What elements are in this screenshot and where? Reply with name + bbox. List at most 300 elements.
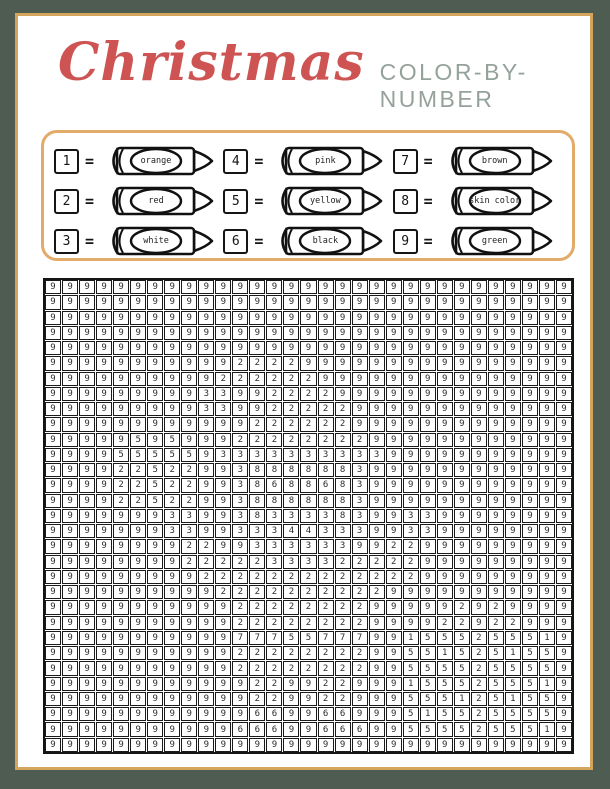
- grid-cell: 9: [505, 494, 521, 508]
- grid-cell: 5: [505, 631, 521, 645]
- grid-cell: 9: [62, 417, 78, 431]
- legend-entry: [393, 181, 562, 221]
- grid-cell: 2: [369, 570, 385, 584]
- grid-cell: 9: [249, 280, 265, 294]
- grid-cell: 9: [130, 387, 146, 401]
- grid-cell: 9: [539, 524, 555, 538]
- grid-cell: 9: [522, 478, 538, 492]
- grid-cell: 9: [369, 463, 385, 477]
- grid-cell: 9: [437, 433, 453, 447]
- grid-cell: 2: [318, 570, 334, 584]
- grid-cell: 3: [181, 509, 197, 523]
- grid-cell: 9: [266, 326, 282, 340]
- grid-cell: 9: [164, 738, 180, 752]
- grid-cell: 9: [386, 356, 402, 370]
- grid-cell: 5: [420, 722, 436, 736]
- equals-sign: =: [254, 232, 264, 250]
- grid-cell: 9: [283, 738, 299, 752]
- grid-cell: 3: [266, 539, 282, 553]
- grid-cell: 9: [471, 616, 487, 630]
- grid-cell: 2: [471, 692, 487, 706]
- grid-cell: 9: [147, 555, 163, 569]
- grid-cell: 9: [471, 539, 487, 553]
- grid-cell: 5: [539, 707, 555, 721]
- grid-cell: 8: [266, 494, 282, 508]
- grid-cell: 9: [386, 280, 402, 294]
- grid-cell: 2: [386, 539, 402, 553]
- grid-cell: 9: [369, 509, 385, 523]
- grid-cell: 2: [283, 417, 299, 431]
- grid-cell: 2: [113, 494, 129, 508]
- grid-cell: 9: [522, 738, 538, 752]
- grid-cell: 9: [556, 494, 572, 508]
- grid-cell: 9: [539, 341, 555, 355]
- grid-cell: 3: [318, 448, 334, 462]
- grid-cell: 1: [437, 646, 453, 660]
- grid-cell: 6: [352, 722, 368, 736]
- grid-cell: 2: [300, 402, 316, 416]
- page-frame: [15, 13, 593, 770]
- grid-cell: 9: [471, 387, 487, 401]
- grid-cell: 2: [300, 600, 316, 614]
- grid-cell: 9: [556, 539, 572, 553]
- grid-cell: 2: [215, 585, 231, 599]
- grid-cell: 9: [147, 570, 163, 584]
- grid-cell: 9: [386, 646, 402, 660]
- grid-cell: 8: [283, 478, 299, 492]
- grid-cell: 9: [522, 616, 538, 630]
- grid-cell: 9: [369, 539, 385, 553]
- grid-cell: 9: [198, 326, 214, 340]
- grid-cell: 9: [556, 692, 572, 706]
- grid-cell: 9: [215, 417, 231, 431]
- grid-cell: 9: [232, 677, 248, 691]
- grid-cell: 9: [113, 387, 129, 401]
- grid-cell: 9: [198, 417, 214, 431]
- grid-cell: 9: [488, 280, 504, 294]
- grid-cell: 2: [454, 616, 470, 630]
- grid-cell: 8: [249, 494, 265, 508]
- grid-cell: 5: [283, 631, 299, 645]
- grid-cell: 2: [232, 372, 248, 386]
- grid-cell: 9: [454, 555, 470, 569]
- grid-cell: 2: [335, 433, 351, 447]
- grid-cell: 9: [147, 600, 163, 614]
- grid-cell: 9: [318, 341, 334, 355]
- grid-cell: 9: [283, 326, 299, 340]
- grid-cell: 9: [403, 448, 419, 462]
- grid-cell: 5: [454, 677, 470, 691]
- grid-cell: 9: [403, 616, 419, 630]
- grid-cell: 6: [266, 722, 282, 736]
- grid-cell: 3: [283, 448, 299, 462]
- grid-cell: 9: [539, 417, 555, 431]
- grid-cell: 9: [266, 280, 282, 294]
- grid-cell: 2: [437, 616, 453, 630]
- grid-cell: 9: [403, 387, 419, 401]
- grid-cell: 9: [505, 311, 521, 325]
- grid-cell: 9: [79, 509, 95, 523]
- grid-cell: 9: [471, 311, 487, 325]
- grid-cell: 9: [539, 280, 555, 294]
- grid-cell: 9: [522, 356, 538, 370]
- grid-cell: 9: [488, 326, 504, 340]
- grid-cell: 2: [266, 356, 282, 370]
- grid-cell: 9: [454, 585, 470, 599]
- grid-cell: 9: [471, 585, 487, 599]
- grid-cell: 9: [62, 570, 78, 584]
- grid-cell: 9: [215, 433, 231, 447]
- color-legend: [41, 130, 575, 261]
- grid-cell: 9: [539, 311, 555, 325]
- grid-cell: 9: [45, 539, 61, 553]
- grid-cell: 9: [352, 280, 368, 294]
- grid-cell: 9: [45, 600, 61, 614]
- grid-cell: 2: [318, 692, 334, 706]
- grid-cell: 9: [96, 738, 112, 752]
- grid-cell: 9: [505, 326, 521, 340]
- grid-cell: 9: [403, 585, 419, 599]
- crayon-color-label: skin color: [469, 195, 521, 206]
- grid-cell: 9: [437, 539, 453, 553]
- grid-cell: 4: [283, 524, 299, 538]
- grid-cell: 9: [352, 707, 368, 721]
- grid-cell: 9: [300, 677, 316, 691]
- grid-cell: 9: [522, 570, 538, 584]
- grid-cell: 5: [539, 646, 555, 660]
- grid-cell: 9: [369, 707, 385, 721]
- grid-cell: 9: [556, 463, 572, 477]
- grid-cell: 2: [403, 555, 419, 569]
- grid-cell: 2: [283, 387, 299, 401]
- grid-cell: 9: [488, 295, 504, 309]
- grid-cell: 8: [249, 509, 265, 523]
- grid-cell: 9: [113, 433, 129, 447]
- grid-cell: 5: [403, 707, 419, 721]
- grid-cell: 8: [300, 463, 316, 477]
- grid-cell: 5: [505, 707, 521, 721]
- grid-cell: 9: [352, 417, 368, 431]
- legend-entry: [223, 181, 392, 221]
- grid-cell: 9: [130, 570, 146, 584]
- grid-cell: 9: [62, 616, 78, 630]
- grid-cell: 9: [198, 509, 214, 523]
- grid-cell: 9: [130, 677, 146, 691]
- grid-cell: 9: [164, 387, 180, 401]
- grid-cell: 9: [181, 417, 197, 431]
- grid-cell: 9: [62, 402, 78, 416]
- grid-cell: 9: [386, 295, 402, 309]
- grid-cell: 9: [488, 463, 504, 477]
- grid-cell: 9: [505, 448, 521, 462]
- grid-cell: 9: [130, 585, 146, 599]
- grid-cell: 9: [471, 600, 487, 614]
- grid-cell: 9: [232, 692, 248, 706]
- grid-cell: 2: [266, 433, 282, 447]
- grid-cell: 9: [79, 707, 95, 721]
- grid-cell: 1: [505, 692, 521, 706]
- grid-cell: 9: [420, 463, 436, 477]
- grid-cell: 9: [386, 463, 402, 477]
- grid-cell: 3: [198, 387, 214, 401]
- grid-cell: 9: [181, 585, 197, 599]
- grid-cell: 9: [437, 341, 453, 355]
- grid-cell: 2: [164, 478, 180, 492]
- grid-cell: 6: [318, 722, 334, 736]
- grid-cell: 5: [454, 707, 470, 721]
- grid-cell: 9: [454, 448, 470, 462]
- grid-cell: 9: [113, 539, 129, 553]
- grid-cell: 9: [300, 311, 316, 325]
- grid-cell: 9: [471, 433, 487, 447]
- grid-cell: 5: [522, 692, 538, 706]
- grid-cell: 3: [249, 448, 265, 462]
- grid-cell: 9: [522, 463, 538, 477]
- grid-cell: 9: [45, 463, 61, 477]
- grid-cell: 9: [454, 478, 470, 492]
- grid-cell: 9: [96, 600, 112, 614]
- grid-cell: 9: [181, 692, 197, 706]
- grid-cell: 9: [539, 539, 555, 553]
- grid-cell: 9: [113, 738, 129, 752]
- grid-cell: 2: [198, 555, 214, 569]
- grid-cell: 9: [215, 356, 231, 370]
- grid-cell: 2: [471, 631, 487, 645]
- grid-cell: 9: [45, 646, 61, 660]
- grid-cell: 9: [96, 707, 112, 721]
- grid-cell: 2: [113, 463, 129, 477]
- grid-cell: 9: [471, 524, 487, 538]
- grid-cell: 3: [300, 509, 316, 523]
- grid-cell: 9: [505, 372, 521, 386]
- grid-cell: 2: [283, 372, 299, 386]
- grid-cell: 2: [266, 417, 282, 431]
- grid-cell: 9: [45, 478, 61, 492]
- grid-cell: 2: [249, 372, 265, 386]
- grid-cell: 3: [300, 448, 316, 462]
- legend-number: 8: [393, 189, 418, 214]
- grid-cell: 9: [522, 524, 538, 538]
- grid-cell: 9: [488, 738, 504, 752]
- grid-cell: 9: [62, 311, 78, 325]
- grid-cell: 9: [215, 494, 231, 508]
- grid-cell: 9: [454, 326, 470, 340]
- grid-cell: 2: [232, 555, 248, 569]
- grid-cell: 6: [249, 722, 265, 736]
- legend-number: 4: [223, 149, 248, 174]
- grid-cell: 9: [45, 631, 61, 645]
- grid-cell: 2: [283, 402, 299, 416]
- grid-cell: 9: [437, 738, 453, 752]
- grid-cell: 5: [505, 722, 521, 736]
- grid-cell: 9: [505, 539, 521, 553]
- grid-cell: 8: [335, 509, 351, 523]
- grid-cell: 2: [335, 692, 351, 706]
- grid-cell: 2: [488, 600, 504, 614]
- grid-cell: 9: [147, 707, 163, 721]
- grid-cell: 9: [198, 494, 214, 508]
- grid-cell: 9: [505, 387, 521, 401]
- grid-cell: 9: [96, 555, 112, 569]
- grid-cell: 9: [147, 387, 163, 401]
- legend-entry: [223, 141, 392, 181]
- grid-cell: 9: [488, 402, 504, 416]
- grid-cell: 9: [522, 509, 538, 523]
- grid-cell: 9: [556, 478, 572, 492]
- grid-cell: 9: [45, 555, 61, 569]
- grid-cell: 9: [437, 555, 453, 569]
- grid-cell: 9: [403, 738, 419, 752]
- grid-cell: 9: [130, 509, 146, 523]
- grid-cell: 9: [539, 600, 555, 614]
- grid-cell: 9: [130, 372, 146, 386]
- grid-cell: 2: [369, 585, 385, 599]
- grid-cell: 9: [369, 280, 385, 294]
- grid-cell: 9: [505, 341, 521, 355]
- grid-cell: 9: [215, 341, 231, 355]
- grid-cell: 2: [386, 570, 402, 584]
- grid-cell: 9: [249, 326, 265, 340]
- grid-cell: 9: [522, 600, 538, 614]
- grid-cell: 9: [198, 311, 214, 325]
- grid-cell: 9: [369, 372, 385, 386]
- grid-cell: 9: [556, 616, 572, 630]
- grid-cell: 9: [283, 341, 299, 355]
- grid-cell: 9: [96, 372, 112, 386]
- grid-cell: 9: [505, 433, 521, 447]
- grid-cell: 9: [164, 631, 180, 645]
- grid-cell: 3: [249, 539, 265, 553]
- grid-cell: 9: [164, 356, 180, 370]
- legend-number: 3: [54, 229, 79, 254]
- crayon: [439, 221, 557, 261]
- grid-cell: 9: [79, 631, 95, 645]
- grid-cell: 3: [300, 539, 316, 553]
- grid-cell: 9: [96, 356, 112, 370]
- grid-cell: 9: [488, 311, 504, 325]
- grid-cell: 9: [215, 539, 231, 553]
- grid-cell: 1: [403, 677, 419, 691]
- grid-cell: 9: [386, 600, 402, 614]
- grid-cell: 2: [181, 478, 197, 492]
- grid-cell: 9: [539, 326, 555, 340]
- grid-cell: 9: [232, 295, 248, 309]
- grid-cell: 3: [215, 448, 231, 462]
- grid-cell: 9: [181, 402, 197, 416]
- grid-cell: 1: [539, 722, 555, 736]
- grid-cell: 9: [471, 417, 487, 431]
- grid-cell: 9: [283, 280, 299, 294]
- grid-cell: 5: [113, 448, 129, 462]
- grid-cell: 9: [147, 311, 163, 325]
- grid-cell: 2: [318, 616, 334, 630]
- grid-cell: 9: [249, 341, 265, 355]
- grid-cell: 9: [164, 646, 180, 660]
- grid-cell: 9: [471, 478, 487, 492]
- grid-cell: 2: [488, 616, 504, 630]
- grid-cell: 9: [96, 478, 112, 492]
- grid-cell: 9: [130, 417, 146, 431]
- grid-cell: 9: [266, 311, 282, 325]
- grid-cell: 2: [283, 570, 299, 584]
- grid-cell: 2: [283, 661, 299, 675]
- grid-cell: 9: [113, 555, 129, 569]
- grid-cell: 2: [335, 616, 351, 630]
- grid-cell: 9: [352, 738, 368, 752]
- grid-cell: 1: [420, 707, 436, 721]
- grid-cell: 9: [215, 707, 231, 721]
- grid-cell: 9: [232, 402, 248, 416]
- grid-cell: 9: [556, 402, 572, 416]
- grid-cell: 2: [352, 570, 368, 584]
- grid-cell: 9: [369, 494, 385, 508]
- grid-cell: 5: [505, 661, 521, 675]
- crayon-color-label: white: [143, 235, 169, 246]
- grid-cell: 9: [45, 433, 61, 447]
- grid-cell: 3: [181, 524, 197, 538]
- grid-cell: 9: [62, 509, 78, 523]
- grid-cell: 9: [79, 524, 95, 538]
- grid-cell: 9: [181, 661, 197, 675]
- grid-cell: 9: [130, 295, 146, 309]
- legend-entry: [223, 221, 392, 261]
- grid-cell: 2: [130, 463, 146, 477]
- grid-cell: 2: [318, 585, 334, 599]
- grid-cell: 9: [45, 295, 61, 309]
- grid-cell: 9: [556, 707, 572, 721]
- grid-cell: 9: [318, 311, 334, 325]
- grid-cell: 9: [403, 295, 419, 309]
- grid-cell: 6: [266, 707, 282, 721]
- grid-cell: 5: [437, 692, 453, 706]
- grid-cell: 9: [45, 509, 61, 523]
- grid-cell: 9: [62, 722, 78, 736]
- crayon: [100, 181, 218, 221]
- grid-cell: 8: [300, 494, 316, 508]
- grid-cell: 9: [45, 585, 61, 599]
- grid-cell: 9: [62, 677, 78, 691]
- grid-cell: 2: [266, 692, 282, 706]
- grid-cell: 9: [454, 417, 470, 431]
- grid-cell: 9: [369, 295, 385, 309]
- grid-cell: 9: [522, 402, 538, 416]
- grid-cell: 9: [420, 448, 436, 462]
- grid-cell: 9: [79, 692, 95, 706]
- grid-cell: 9: [147, 738, 163, 752]
- grid-cell: 9: [113, 677, 129, 691]
- grid-cell: 9: [147, 677, 163, 691]
- grid-cell: 9: [556, 738, 572, 752]
- grid-cell: 9: [522, 311, 538, 325]
- grid-cell: 9: [369, 722, 385, 736]
- grid-cell: 9: [454, 356, 470, 370]
- grid-cell: 9: [79, 387, 95, 401]
- grid-cell: 9: [369, 387, 385, 401]
- grid-cell: 2: [471, 722, 487, 736]
- grid-cell: 9: [471, 295, 487, 309]
- grid-cell: 1: [539, 677, 555, 691]
- grid-cell: 9: [215, 509, 231, 523]
- grid-cell: 8: [249, 478, 265, 492]
- grid-cell: 9: [96, 387, 112, 401]
- grid-cell: 3: [232, 509, 248, 523]
- grid-cell: 9: [369, 524, 385, 538]
- crayon-color-label: yellow: [310, 195, 341, 206]
- crayon: [269, 141, 387, 181]
- grid-cell: 3: [266, 448, 282, 462]
- grid-cell: 2: [113, 478, 129, 492]
- grid-cell: 9: [164, 280, 180, 294]
